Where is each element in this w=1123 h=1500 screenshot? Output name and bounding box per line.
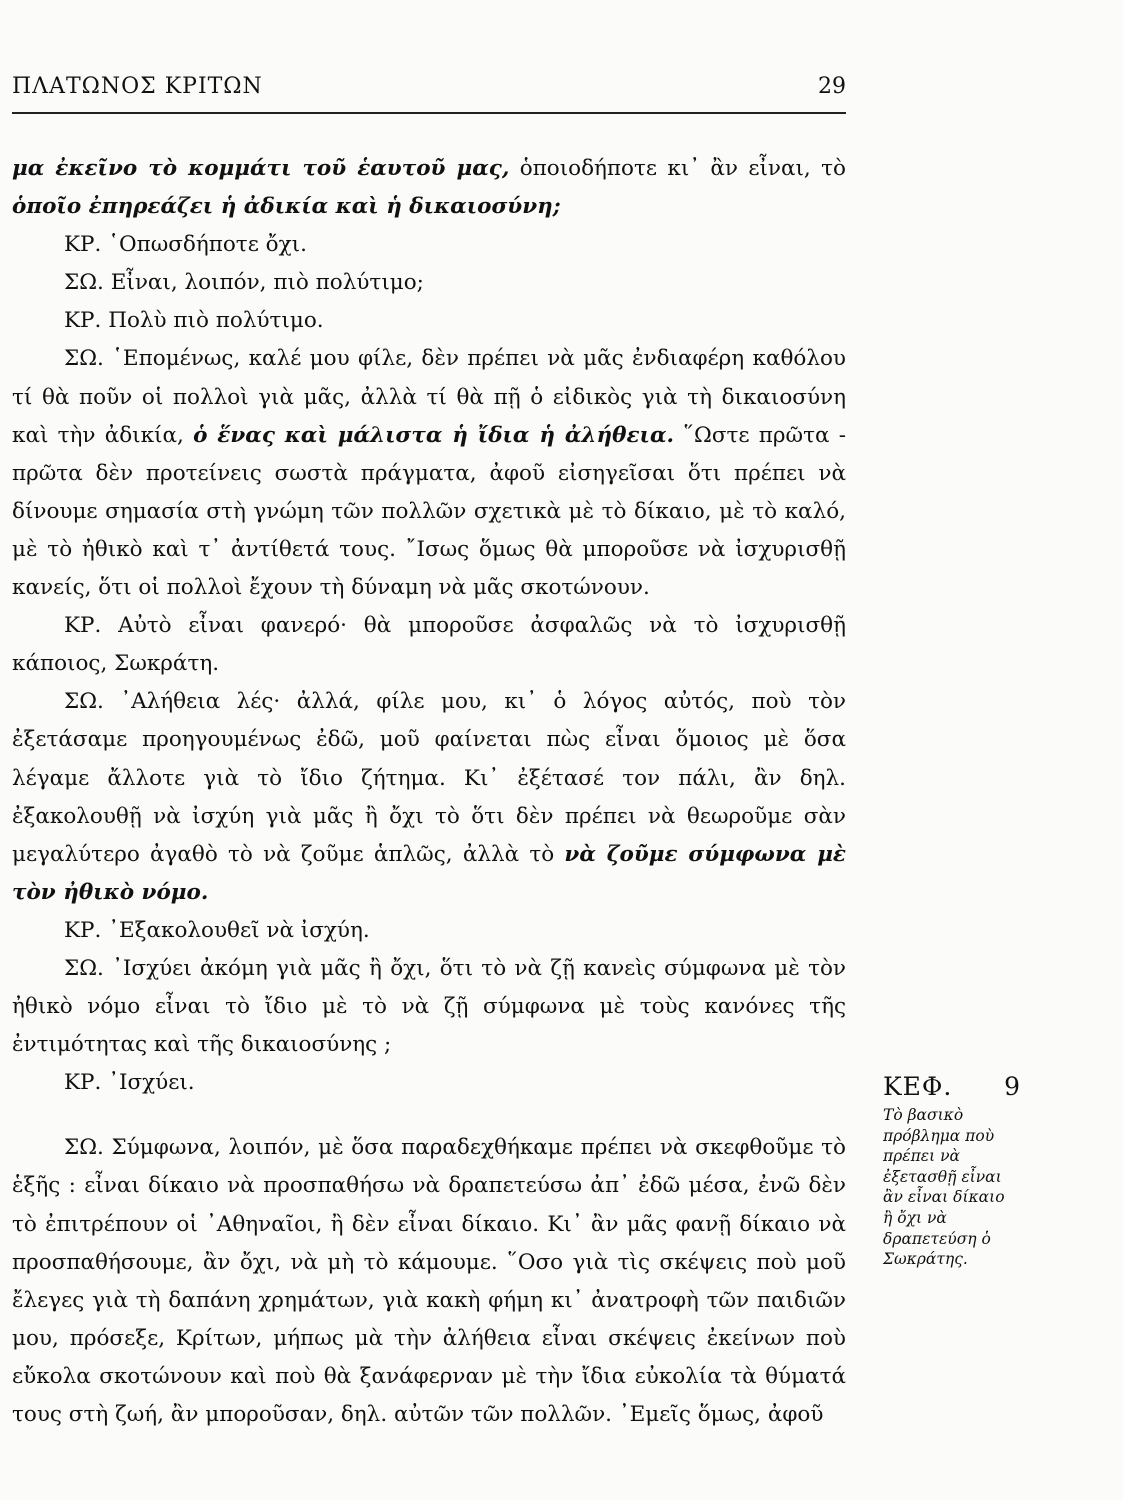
emphasis-text: ὁ ἕνας καὶ μάλιστα ἡ ἴδια ἡ ἀλήθεια. (193, 422, 674, 448)
chapter-label: ΚΕΦ. (883, 1072, 953, 1101)
text-segment: ΣΩ. Σύμφωνα, λοιπόν, μὲ ὅσα παραδεχθήκαμε πρέπει νὰ σκεφθοῦμε τὸ ἑξῆς : εἶναι δίκαιο νὰ προσπαθήσω νὰ δραπετεύσω ἀπ᾽ ἐδῶ μέσα, ἐνῶ δὲν τὸ ἐπιτρέπουν οἱ ᾽Αθηναῖοι, ἢ δὲν εἶναι δίκαιο. Κι᾽ ἂν μᾶς φανῇ δίκαιο νὰ προσπαθήσουμε, ἂν ὄχι, νὰ μὴ τὸ κάμουμε. ῞Οσο γιὰ τὶς σκέψεις ποὺ μοῦ ἔλεγες γιὰ τὴ δαπάνη χρημάτων, γιὰ κακὴ φήμη κι᾽ ἀνατροφὴ τῶν παιδιῶν μου, πρόσεξε, Κρίτων, μήπως μὰ τὴν ἀλήθεια εἶναι σκέψεις ἐκείνων ποὺ εὔκολα σκοτώνουν καὶ ποὺ θὰ ξανάφερναν μὲ τὴν ἴδια εὐκολία τὰ θύματά τους στὴ ζωή, ἂν μποροῦσαν, δηλ. αὐτῶν τῶν πολλῶν. ᾽Εμεῖς ὅμως, ἀφοῦ (12, 1135, 846, 1427)
paragraph (12, 150, 846, 226)
running-title: ΠΛΑΤΩΝΟΣ ΚΡΙΤΩΝ (12, 74, 263, 99)
emphasis-text: νὰ ζοῦμε σύμφωνα μὲ τὸν ἠθικὸ νόμο. (12, 841, 846, 905)
text-segment: ΣΩ. ῾Επομένως, καλέ μου φίλε, δὲν πρέπει νὰ μᾶς ἐνδιαφέρη καθόλου τί θὰ ποῦν οἱ πολλοὶ γιὰ μᾶς, ἀλλὰ τί θὰ πῇ ὁ εἰδικὸς γιὰ τὴ δικαιοσύνη καὶ τὴν ἀδικία, (12, 346, 846, 448)
page-number: 29 (818, 74, 846, 99)
chapter-number: 9 (1004, 1072, 1021, 1101)
text-segment: ΚΡ. ᾽Εξακολουθεῖ νὰ ἰσχύη. (64, 917, 370, 943)
paragraph (12, 302, 846, 340)
text-segment: ὁποιοδήποτε κι᾽ ἂν εἶναι, τὸ (509, 156, 846, 181)
margin-note-text: Τὸ βασικὸ πρόβλημα ποὺ πρέπει νὰ ἐξετασθῇ εἶναι ἂν εἶναι δίκαιο ἢ ὄχι νὰ δραπετεύση ὁ Σωκράτης. (883, 1106, 1005, 1269)
text-segment: ῞Ωστε πρῶτα - πρῶτα δὲν προτείνεις σωστὰ πράγματα, ἀφοῦ εἰσηγεῖσαι ὅτι πρέπει νὰ δίνουμε σημασία στὴ γνώμη τῶν πολλῶν σχετικὰ μὲ τὸ δίκαιο, μὲ τὸ καλό, μὲ τὸ ἠθικὸ καὶ τ᾽ ἀντίθετά τους. ῎Ισως ὅμως θὰ μποροῦσε νὰ ἰσχυρισθῇ κανείς, ὅτι οἱ πολλοὶ ἔχουν τὴ δύναμη νὰ μᾶς σκοτώνουν. (12, 422, 846, 601)
text-segment: ΣΩ. ᾽Ισχύει ἀκόμη γιὰ μᾶς ἢ ὄχι, ὅτι τὸ νὰ ζῇ κανεὶς σύμφωνα μὲ τὸν ἠθικὸ νόμο εἶναι τὸ ἴδιο μὲ τὸ νὰ ζῇ σύμφωνα μὲ τοὺς κανόνες τῆς ἐντιμότητας καὶ τῆς δικαιοσύνης ; (12, 955, 846, 1058)
text-segment: ΚΡ. Πολὺ πιὸ πολύτιμο. (64, 308, 324, 334)
paragraph (12, 1064, 846, 1102)
running-header (12, 72, 846, 114)
paragraph (12, 607, 846, 683)
paragraph (12, 683, 846, 912)
text-segment: ΚΡ. ᾽Ισχύει. (64, 1070, 195, 1096)
paragraph (12, 226, 846, 264)
emphasis-text: ὁποῖο ἐπηρεάζει ἡ ἀδικία καὶ ἡ δικαιοσύνη; (12, 194, 561, 220)
text-segment: ΚΡ. ῾Οπωσδήποτε ὄχι. (64, 232, 307, 258)
emphasis-text: μα ἐκεῖνο τὸ κομμάτι τοῦ ἑαυτοῦ μας, (12, 156, 510, 181)
main-text (12, 150, 846, 1434)
text-segment: ΚΡ. Αὐτὸ εἶναι φανερό· θὰ μποροῦσε ἀσφαλῶς νὰ τὸ ἰσχυρισθῇ κάποιος, Σωκράτη. (12, 613, 846, 677)
chapter-heading (883, 1072, 1021, 1101)
paragraph (12, 264, 846, 302)
text-segment: ΣΩ. ᾽Αλήθεια λές· ἀλλά, φίλε μου, κι᾽ ὁ λόγος αὐτός, ποὺ τὸν ἐξετάσαμε προηγουμένως ἐδῶ, μοῦ φαίνεται πὼς εἶναι ὅμοιος μὲ ὅσα λέγαμε ἄλλοτε γιὰ τὸ ἴδιο ζήτημα. Κι᾽ ἐξέτασέ τον πάλι, ἂν δηλ. ἐξακολουθῇ νὰ ἰσχύη γιὰ μᾶς ἢ ὄχι τὸ ὅτι δὲν πρέπει νὰ θεωροῦμε σὰν μεγαλύτερο ἀγαθὸ τὸ νὰ ζοῦμε ἁπλῶς, ἀλλὰ τὸ (12, 689, 846, 867)
text-segment: ΣΩ. Εἶναι, λοιπόν, πιὸ πολύτιμο; (64, 270, 424, 296)
paragraph (12, 340, 846, 607)
margin-note (883, 1072, 1033, 1270)
paragraph (12, 950, 846, 1064)
paragraph (12, 1129, 846, 1434)
paragraph (12, 912, 846, 950)
